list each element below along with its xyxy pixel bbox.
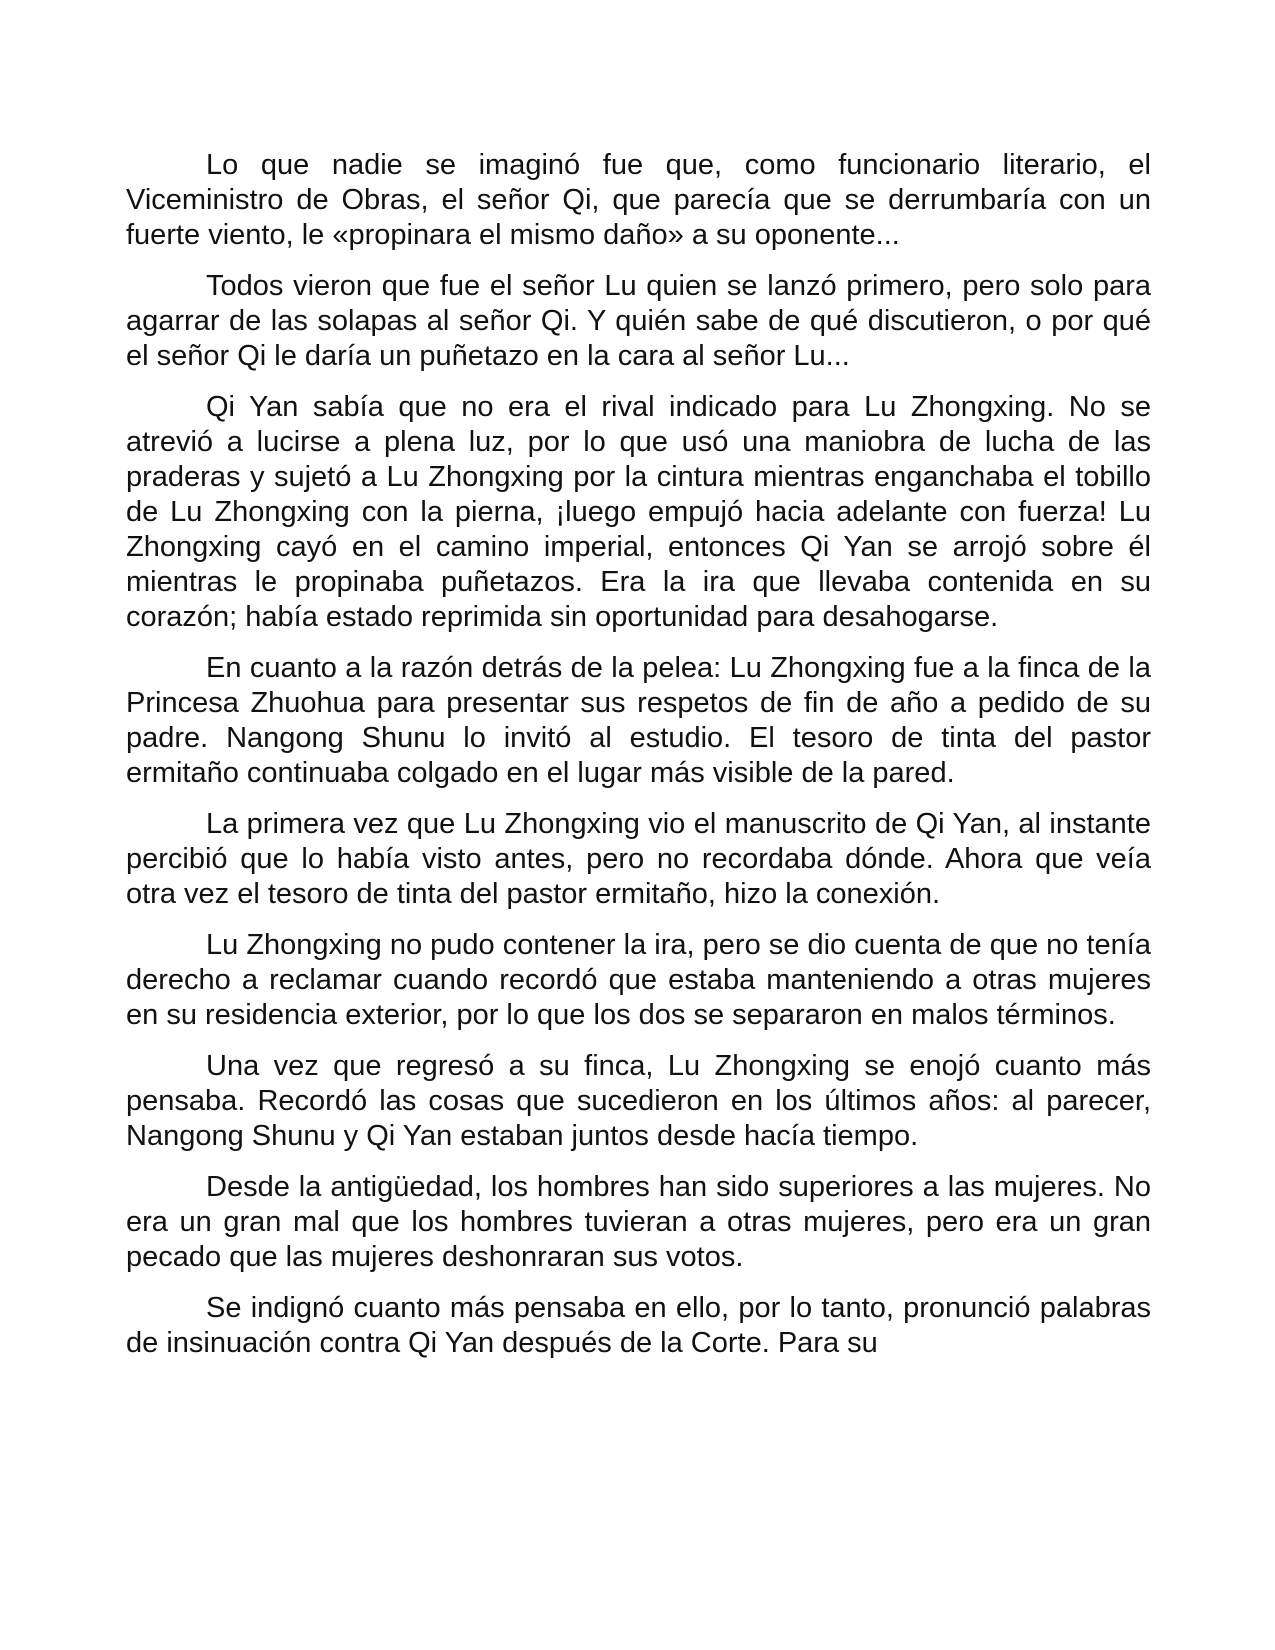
paragraph: La primera vez que Lu Zhongxing vio el manuscrito de Qi Yan, al instante percibió que lo había visto antes, pero no recordaba dónde. Ahora que veía otra vez el tesoro de tinta del pastor ermitaño, hizo la conexión.: [126, 808, 1151, 910]
paragraph: Qi Yan sabía que no era el rival indicado para Lu Zhongxing. No se atrevió a lucirse a plena luz, por lo que usó una maniobra de lucha de las praderas y sujetó a Lu Zhongxing por la cintura mientras enganchaba el tobillo de Lu Zhongxing con la pierna, ¡luego empujó hacia adelante con fuerza! Lu Zhongxing cayó en el camino imperial, entonces Qi Yan se arrojó sobre él mientras le propinaba puñetazos. Era la ira que llevaba contenida en su corazón; había estado reprimida sin oportunidad para desahogarse.: [126, 391, 1151, 633]
paragraph: Lu Zhongxing no pudo contener la ira, pero se dio cuenta de que no tenía derecho a reclamar cuando recordó que estaba manteniendo a otras mujeres en su residencia exterior, por lo que los dos se separaron en malos términos.: [126, 929, 1151, 1031]
paragraph: Se indignó cuanto más pensaba en ello, por lo tanto, pronunció palabras de insinuación contra Qi Yan después de la Corte. Para su: [126, 1292, 1151, 1359]
paragraph: Desde la antigüedad, los hombres han sido superiores a las mujeres. No era un gran mal que los hombres tuvieran a otras mujeres, pero era un gran pecado que las mujeres deshonraran sus votos.: [126, 1171, 1151, 1273]
body-text: [126, 148, 1151, 1377]
paragraph: Lo que nadie se imaginó fue que, como funcionario literario, el Viceministro de Obras, el señor Qi, que parecía que se derrumbaría con un fuerte viento, le «propinara el mismo daño» a su oponente...: [126, 149, 1151, 251]
paragraph: Todos vieron que fue el señor Lu quien se lanzó primero, pero solo para agarrar de las solapas al señor Qi. Y quién sabe de qué discutieron, o por qué el señor Qi le daría un puñetazo en la cara al señor Lu...: [126, 270, 1151, 372]
paragraph: Una vez que regresó a su finca, Lu Zhongxing se enojó cuanto más pensaba. Recordó las cosas que sucedieron en los últimos años: al parecer, Nangong Shunu y Qi Yan estaban juntos desde hacía tiempo.: [126, 1050, 1151, 1152]
paragraph: En cuanto a la razón detrás de la pelea: Lu Zhongxing fue a la finca de la Princesa Zhuohua para presentar sus respetos de fin de año a pedido de su padre. Nangong Shunu lo invitó al estudio. El tesoro de tinta del pastor ermitaño continuaba colgado en el lugar más visible de la pared.: [126, 652, 1151, 789]
